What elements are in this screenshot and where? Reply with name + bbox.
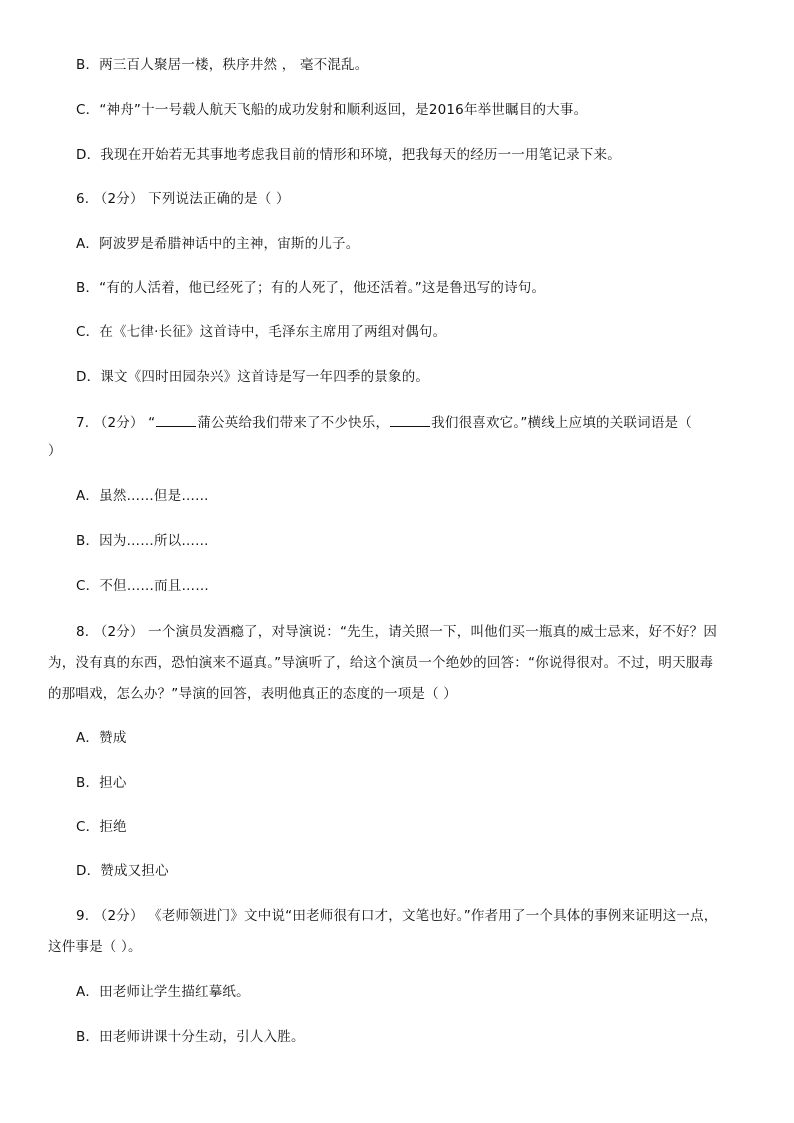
question-9-line-2: 这件事是（ ）。 [48,939,142,955]
q7-suffix: 我们很喜欢它。”横线上应填的关联词语是（ [431,415,692,431]
q7-option-b: B．因为……所以…… [76,533,209,549]
question-6: 6. （2分） 下列说法正确的是（ ） [76,191,290,207]
question-7-continuation: ） [48,443,62,459]
q7-prefix: 7. （2分） “ [76,415,156,431]
q5-option-b: B．两三百人聚居一楼，秩序井然 ， 毫不混乱。 [76,57,369,73]
question-9-line-1: 9. （2分） 《老师领进门》文中说“田老师很有口才，文笔也好。”作者用了一个具体的事例来证明这一点， [76,908,718,924]
question-7 [76,413,692,432]
question-8-line-2: 为，没有真的东西，恐怕演来不逼真。”导演听了，给这个演员一个绝妙的回答：“你说得很对。不过，明天服毒 [48,655,714,671]
q7-option-c: C．不但……而且…… [76,578,209,594]
question-8-line-3: 的那唱戏，怎么办？”导演的回答，表明他真正的态度的一项是（ ） [48,686,457,702]
q8-option-b: B．担心 [76,775,127,791]
q6-option-d: D．课文《四时田园杂兴》这首诗是写一年四季的景象的。 [76,369,430,385]
q8-option-a: A．赞成 [76,730,127,746]
q5-option-d: D．我现在开始若无其事地考虑我目前的情形和环境，把我每天的经历一一用笔记录下来。 [76,147,621,163]
q6-option-a: A．阿波罗是希腊神话中的主神，宙斯的儿子。 [76,236,360,252]
q9-option-b: B．田老师讲课十分生动，引人入胜。 [76,1029,305,1045]
question-8-line-1: 8. （2分） 一个演员发酒瘾了，对导演说：“先生，请关照一下，叫他们买一瓶真的威士忌来，好不好？因 [76,624,718,640]
q9-option-a: A．田老师让学生描红摹纸。 [76,984,250,1000]
q6-option-c: C．在《七律·长征》这首诗中，毛泽东主席用了两组对偶句。 [76,324,447,340]
fill-blank-2[interactable] [390,413,430,427]
q7-option-a: A．虽然……但是…… [76,488,209,504]
q5-option-c: C．“神舟”十一号载人航天飞船的成功发射和顺利返回，是2016年举世瞩目的大事。 [76,102,588,118]
q6-option-b: B．“有的人活着，他已经死了；有的人死了，他还活着。”这是鲁迅写的诗句。 [76,280,546,296]
fill-blank-1[interactable] [156,413,196,427]
q8-option-d: D．赞成又担心 [76,863,169,879]
q8-option-c: C．拒绝 [76,819,127,835]
q7-middle: 蒲公英给我们带来了不少快乐， [197,415,390,431]
